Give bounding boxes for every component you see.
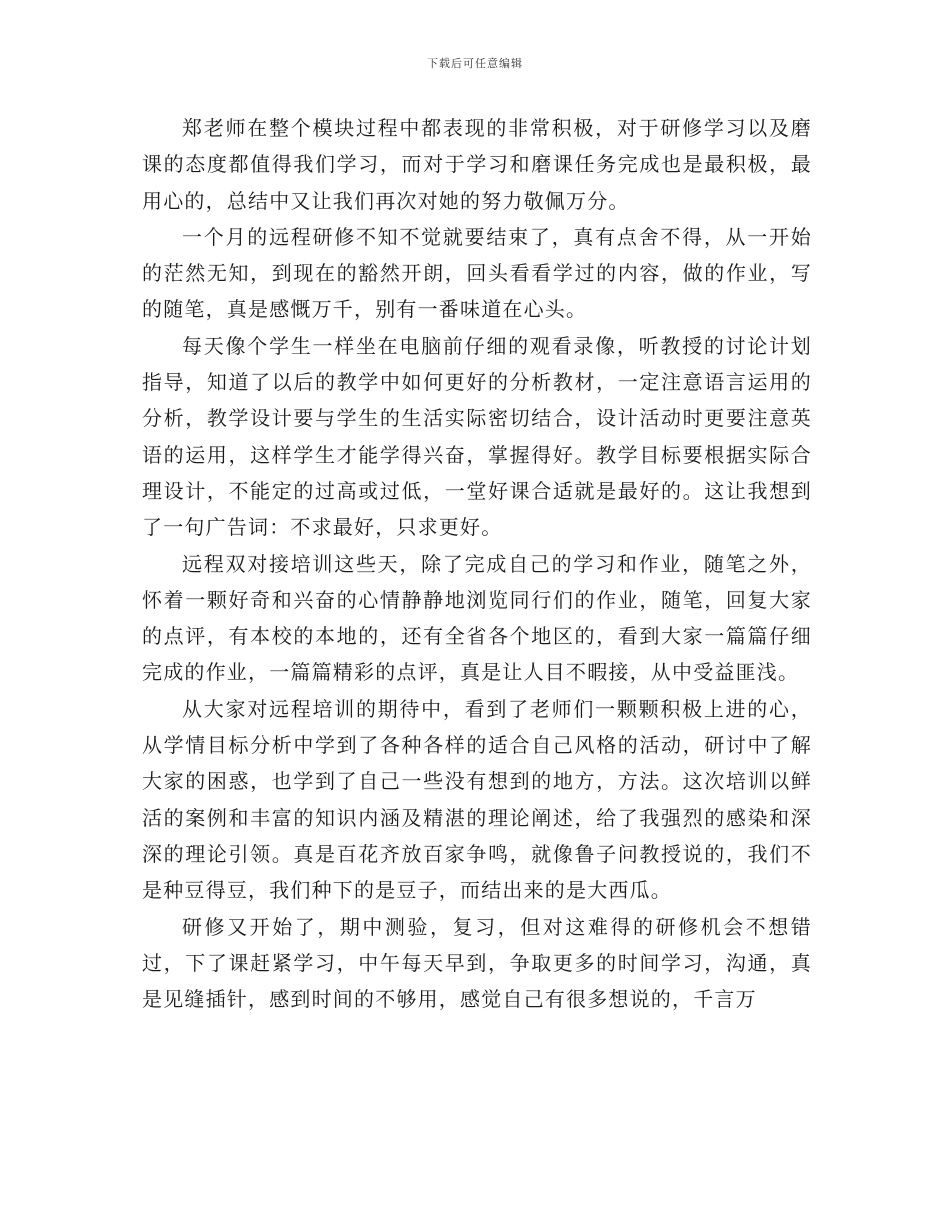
page-header: 下载后可任意编辑	[427, 57, 523, 70]
paragraph-3: 每天像个学生一样坐在电脑前仔细的观看录像，听教授的讨论计划指导，知道了以后的教学中如何更好的分析教材，一定注意语言运用的分析，教学设计要与学生的生活实际密切结合，设计活动时更要注意英语的运用，这样学生才能学得兴奋，掌握得好。教学目标要根据实际合理设计，不能定的过高或过低，一堂好课合适就是最好的。这让我想到了一句广告词：不求最好，只求更好。	[142, 333, 812, 540]
paragraph-6: 研修又开始了，期中测验，复习，但对这难得的研修机会不想错过，下了课赶紧学习，中午每天早到，争取更多的时间学习，沟通，真是见缝插针，感到时间的不够用，感觉自己有很多想说的，千言万	[142, 914, 812, 1012]
paragraph-5: 从大家对远程培训的期待中，看到了老师们一颗颗积极上进的心，从学情目标分析中学到了各种各样的适合自己风格的活动，研讨中了解大家的困惑，也学到了自己一些没有想到的地方，方法。这次培训以鲜活的案例和丰富的知识内涵及精湛的理论阐述，给了我强烈的感染和深深的理论引领。真是百花齐放百家争鸣，就像鲁子问教授说的，我们不是种豆得豆，我们种下的是豆子，而结出来的是大西瓜。	[142, 696, 812, 903]
document-body	[142, 110, 812, 1017]
paragraph-4: 远程双对接培训这些天，除了完成自己的学习和作业，随笔之外，怀着一颗好奇和兴奋的心情静静地浏览同行们的作业，随笔，回复大家的点评，有本校的本地的，还有全省各个地区的，看到大家一篇篇仔细完成的作业，一篇篇精彩的点评，真是让人目不暇接，从中受益匪浅。	[142, 551, 812, 685]
paragraph-1: 郑老师在整个模块过程中都表现的非常积极，对于研修学习以及磨课的态度都值得我们学习，而对于学习和磨课任务完成也是最积极，最用心的，总结中又让我们再次对她的努力敬佩万分。	[142, 116, 812, 213]
paragraph-2: 一个月的远程研修不知不觉就要结束了，真有点舍不得，从一开始的茫然无知，到现在的豁然开朗，回头看看学过的内容，做的作业，写的随笔，真是感慨万千，别有一番味道在心头。	[142, 224, 812, 322]
